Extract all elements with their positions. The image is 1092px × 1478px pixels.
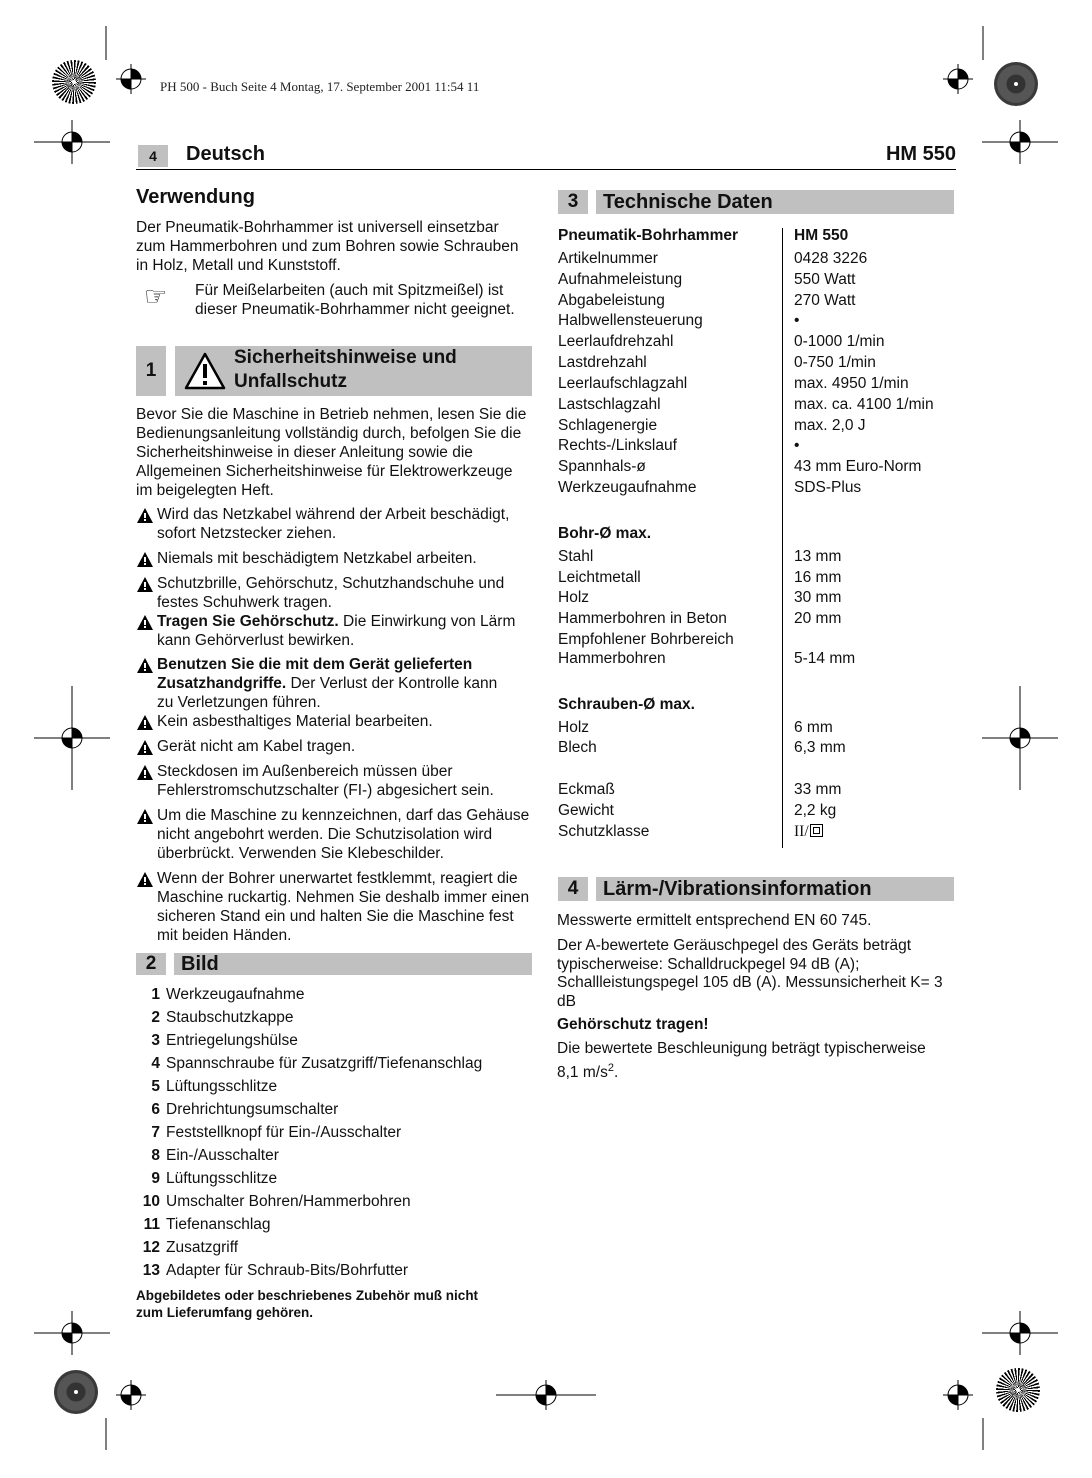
warning-text: Die Einwirkung von Lärm kann Gehörverlust bewirken. (157, 613, 516, 649)
warning-text: Kein asbesthaltiges Material bearbeiten. (157, 713, 433, 730)
hearing-protection-text: Gehörschutz tragen! (557, 1016, 709, 1033)
section-4-number: 4 (558, 877, 588, 901)
table-row: Lastschlagzahl max. ca. 4100 1/min (558, 396, 934, 413)
section-1-number: 1 (136, 346, 166, 396)
list-item: 8 Ein-/Ausschalter (151, 1147, 279, 1164)
vibration-unit-exponent: 2 (607, 1061, 614, 1074)
table-row: Abgabeleistung 270 Watt (558, 292, 856, 309)
list-item: 12 Zusatzgriff (142, 1239, 239, 1256)
warning-icon (136, 576, 154, 593)
table-row: Stahl 13 mm (558, 548, 842, 565)
list-item: 9 Lüftungsschlitze (151, 1170, 278, 1187)
warning-item (136, 655, 516, 712)
table-row: Eckmaß 33 mm (558, 781, 842, 798)
table-row: Holz 30 mm (558, 589, 842, 606)
table-row: Rechts-/Linkslauf • (558, 437, 800, 454)
warning-text: Schutzbrille, Gehörschutz, Schutzhandschuhe und festes Schuhwerk tragen. (157, 575, 505, 611)
section-1-intro: Bevor Sie die Maschine in Betrieb nehmen, lesen Sie die Bedienungsanleitung vollständig durch, befolgen Sie die Sicherheitshinweise in dieser Anleitung sowie die Allgemeinen Sicherheitshinweise für Elektrowerkzeuge im beigelegten Heft. (136, 406, 527, 499)
table-row: Hammerbohren in Beton 20 mm (558, 610, 842, 627)
warning-text: Wird das Netzkabel während der Arbeit beschädigt, sofort Netzstecker ziehen. (157, 506, 510, 542)
table-row: Blech 6,3 mm (558, 739, 846, 756)
noise-measurement-text: Messwerte ermittelt entsprechend EN 60 745. (557, 912, 872, 929)
vibration-value-text: Die bewertete Beschleunigung beträgt typischerweise 8,1 m/s (557, 1040, 926, 1081)
warning-item (136, 612, 546, 650)
warning-icon (136, 657, 154, 674)
table-row: Hammerbohren 5-14 mm (558, 650, 856, 667)
warning-icon (136, 551, 154, 568)
warning-text: Wenn der Bohrer unerwartet festklemmt, reagiert die Maschine ruckartig. Nehmen Sie deshalb immer einen sicheren Stand ein und halten Sie die Maschine fest mit beiden Händen. (157, 870, 530, 944)
table-row: Empfohlener Bohrbereich (558, 631, 734, 648)
section-3-number: 3 (558, 190, 588, 214)
warning-item (136, 549, 546, 568)
table-row: Schutzklasse II/ (558, 822, 958, 842)
warning-icon (136, 614, 154, 631)
print-slug-line: PH 500 - Buch Seite 4 Montag, 17. September 2001 11:54 11 (160, 79, 480, 94)
list-item: 6 Drehrichtungsumschalter (151, 1101, 339, 1118)
table-subheading: Bohr-Ø max. (558, 525, 652, 542)
list-item: 10 Umschalter Bohren/Hammerbohren (142, 1193, 411, 1210)
warning-icon (136, 714, 154, 731)
verwendung-text: Der Pneumatik-Bohrhammer ist universell einsetzbar zum Hammerbohren und zum Bohren sowie Schrauben in Holz, Metall und Kunststoff. (136, 219, 519, 274)
table-row: Werkzeugaufnahme SDS-Plus (558, 479, 862, 496)
section-3-title: Technische Daten (596, 190, 954, 214)
section-1-title-line1: Sicherheitshinweise und (234, 347, 457, 368)
table-row: Leerlaufdrehzahl 0-1000 1/min (558, 333, 885, 350)
warning-item (136, 806, 531, 863)
verwendung-note: Für Meißelarbeiten (auch mit Spitzmeißel) ist dieser Pneumatik-Bohrhammer nicht geeignet. (195, 282, 515, 318)
section-4-title: Lärm-/Vibrationsinformation (596, 877, 954, 901)
warning-icon (136, 739, 154, 756)
warning-bold-text: Benutzen Sie die mit dem Gerät gelieferten Zusatzhandgriffe. (157, 656, 473, 692)
list-item: 13 Adapter für Schraub-Bits/Bohrfutter (142, 1262, 409, 1279)
table-row: Spannhals-ø 43 mm Euro-Norm (558, 458, 922, 475)
header-model: HM 550 (885, 143, 956, 165)
hand-pointer-icon: ☞ (144, 281, 168, 311)
warning-icon (136, 871, 154, 888)
vibration-text (557, 1040, 927, 1082)
table-row: Aufnahmeleistung 550 Watt (558, 271, 856, 288)
warning-text: Steckdosen im Außenbereich müssen über Fehlerstromschutzschalter (FI-) abgesichert sein. (157, 763, 494, 799)
section-2-title: Bild (174, 953, 532, 975)
warning-item (136, 762, 531, 800)
warning-bold-text: Tragen Sie Gehörschutz. (157, 613, 339, 630)
table-row: Schlagenergie max. 2,0 J (558, 417, 866, 434)
list-item: 3 Entriegelungshülse (151, 1032, 298, 1049)
warning-icon (136, 507, 154, 524)
table-row: Halbwellensteuerung • (558, 312, 800, 329)
list-item: 1 Werkzeugaufnahme (151, 986, 305, 1003)
protection-class-icon (810, 824, 823, 837)
table-row: Holz 6 mm (558, 719, 833, 736)
header-language: Deutsch (186, 143, 265, 165)
list-item: 11 Tiefenanschlag (143, 1216, 271, 1233)
warning-text: Um die Maschine zu kennzeichnen, darf das Gehäuse nicht angebohrt werden. Die Schutzisolation wird überbrückt. Verwenden Sie Klebeschilder. (157, 807, 530, 862)
section-1-title-line2: Unfallschutz (234, 371, 347, 392)
warning-text: Der Verlust der Kontrolle kann zu Verletzungen führen. (157, 675, 498, 711)
list-item: 2 Staubschutzkappe (151, 1009, 294, 1026)
section-2-number: 2 (136, 953, 166, 975)
warning-item (136, 712, 546, 731)
warning-triangle-icon (183, 351, 227, 391)
list-item: 7 Feststellknopf für Ein-/Ausschalter (151, 1124, 402, 1141)
warning-icon (136, 808, 154, 825)
warning-text: Gerät nicht am Kabel tragen. (157, 738, 356, 755)
table-row: Artikelnummer 0428 3226 (558, 250, 868, 267)
page-number: 4 (138, 145, 168, 167)
list-item: 5 Lüftungsschlitze (151, 1078, 278, 1095)
table-subheading: Schrauben-Ø max. (558, 696, 695, 713)
table-row: Lastdrehzahl 0-750 1/min (558, 354, 876, 371)
warning-item (136, 737, 546, 756)
vibration-end: . (613, 1063, 619, 1081)
table-row: Gewicht 2,2 kg (558, 802, 837, 819)
verwendung-heading: Verwendung (136, 186, 255, 208)
header-rule (136, 169, 956, 170)
warning-item (136, 869, 531, 945)
warning-icon (136, 764, 154, 781)
warning-item (136, 505, 516, 543)
accessory-footnote-line1: Abgebildetes oder beschriebenes Zubehör muß nicht (136, 1288, 479, 1303)
table-row: Leichtmetall 16 mm (558, 569, 842, 586)
noise-level-text: Der A-bewertete Geräuschpegel des Geräts beträgt typischerweise: Schalldruckpegel 94 dB (A); Schallleistungspegel 105 dB (A). Messunsicherheit K= 3 dB (557, 937, 943, 1010)
accessory-footnote-line2: zum Lieferumfang gehören. (136, 1305, 314, 1320)
warning-item (136, 574, 531, 612)
table-row: Pneumatik-Bohrhammer HM 550 (558, 227, 849, 244)
list-item: 4 Spannschraube für Zusatzgriff/Tiefenanschlag (151, 1055, 483, 1072)
warning-text: Niemals mit beschädigtem Netzkabel arbeiten. (157, 550, 477, 567)
table-row: Leerlaufschlagzahl max. 4950 1/min (558, 375, 909, 392)
